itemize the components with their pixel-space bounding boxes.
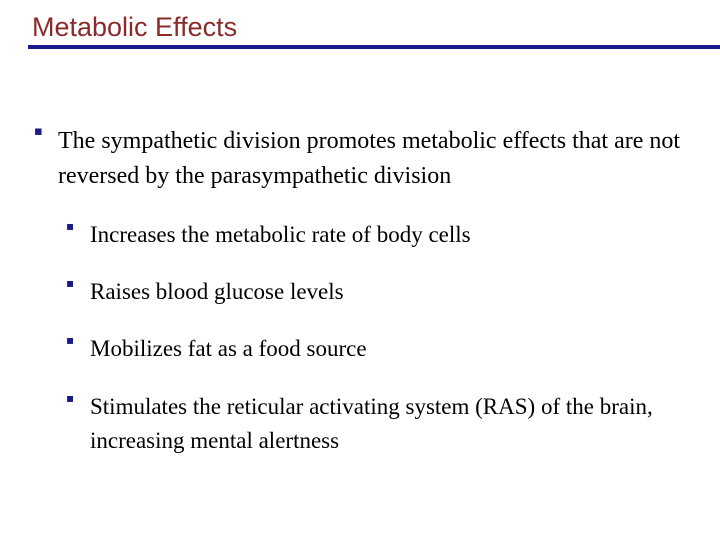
main-bullet bbox=[34, 124, 704, 194]
square-bullet-icon: ▪ bbox=[66, 333, 75, 347]
slide-title: Metabolic Effects bbox=[32, 12, 238, 42]
main-bullet-text: The sympathetic division promotes metabolic effects that are not reversed by the parasympathetic division bbox=[58, 128, 681, 189]
sub-bullet-mobilizes-fat bbox=[66, 332, 696, 366]
sub-bullet-metabolic-rate bbox=[66, 218, 696, 252]
sub-bullet-text: Increases the metabolic rate of body cells bbox=[90, 222, 471, 247]
square-bullet-icon: ▪ bbox=[66, 276, 75, 290]
square-bullet-icon: ▪ bbox=[66, 219, 75, 233]
sub-bullet-text: Mobilizes fat as a food source bbox=[90, 336, 367, 361]
title-underline bbox=[28, 45, 720, 49]
sub-bullet-ras bbox=[66, 390, 696, 458]
sub-bullet-text: Raises blood glucose levels bbox=[90, 279, 344, 304]
square-bullet-icon: ▪ bbox=[66, 391, 75, 405]
square-bullet-icon: ▪ bbox=[34, 124, 43, 139]
sub-bullet-text: Stimulates the reticular activating system (RAS) of the brain, increasing mental alertness bbox=[90, 394, 653, 453]
sub-bullet-blood-glucose bbox=[66, 275, 696, 309]
